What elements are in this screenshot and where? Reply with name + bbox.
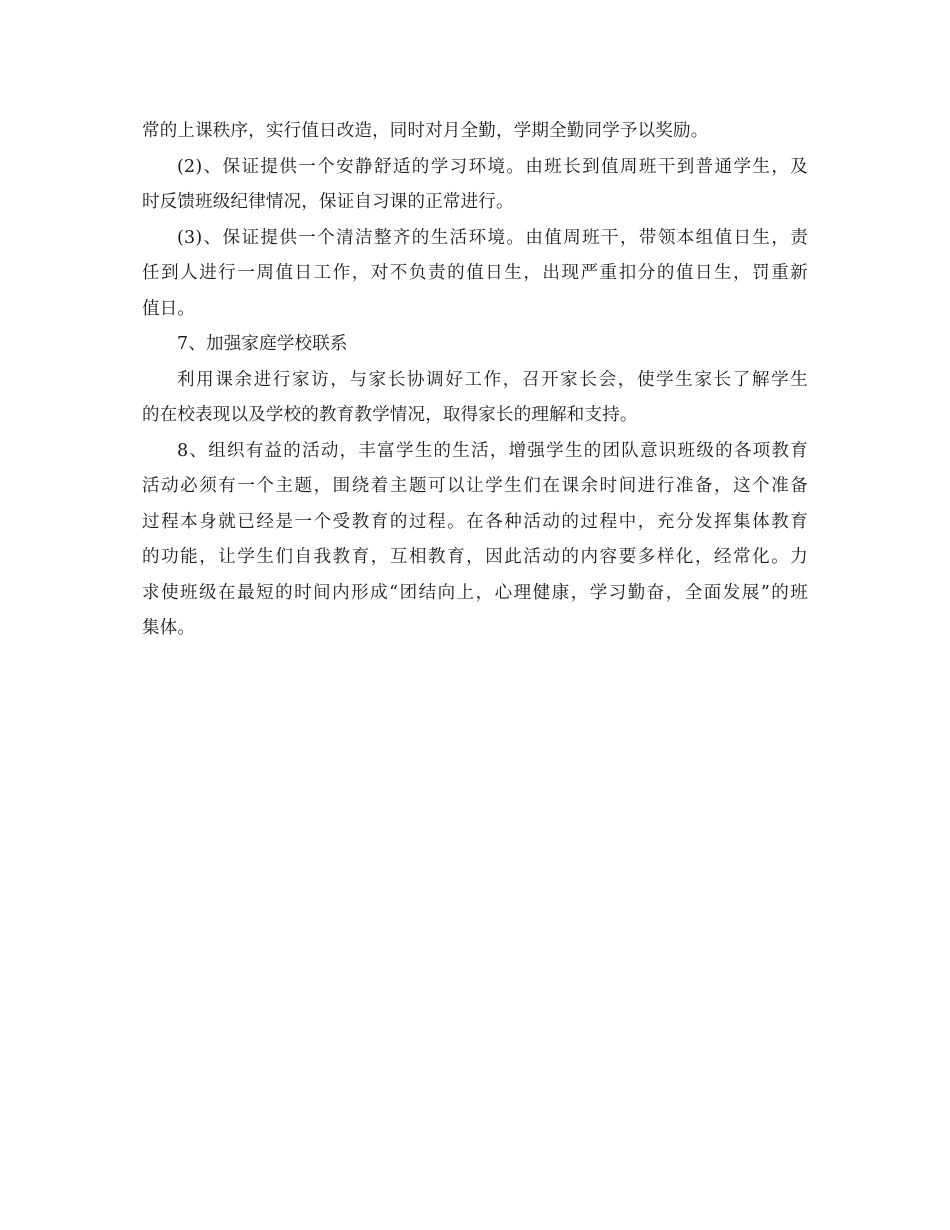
document-body <box>142 114 808 647</box>
text-line: 的在校表现以及学校的教育教学情况，取得家长的理解和支持。 <box>142 405 638 425</box>
text-line: 常的上课秩序，实行值日改造，同时对月全勤，学期全勤同学予以奖励。 <box>142 121 709 141</box>
text-line: 集体。 <box>142 618 196 638</box>
text-line: 的功能，让学生们自我教育，互相教育，因此活动的内容要多样化，经常化。力 <box>142 547 808 567</box>
text-line: 利用课余进行家访，与家长协调好工作，召开家长会，使学生家长了解学生 <box>177 369 808 390</box>
text-line: 值日。 <box>142 298 196 319</box>
text-line: 7、加强家庭学校联系 <box>177 334 348 354</box>
text-line: 任到人进行一周值日工作，对不负责的值日生，出现严重扣分的值日生，罚重新 <box>142 263 808 283</box>
text-line: 活动必须有一个主题，围绕着主题可以让学生们在课余时间进行准备，这个准备 <box>142 476 808 496</box>
text-line: (2)、保证提供一个安静舒适的学习环境。由班长到值周班干到普通学生，及 <box>177 156 808 177</box>
text-line: (3)、保证提供一个清洁整齐的生活环境。由值周班干，带领本组值日生，责 <box>177 227 808 248</box>
text-line: 过程本身就已经是一个受教育的过程。在各种活动的过程中，充分发挥集体教育 <box>142 511 808 532</box>
text-line: 时反馈班级纪律情况，保证自习课的正常进行。 <box>142 192 514 212</box>
text-line: 求使班级在最短的时间内形成“团结向上，心理健康，学习勤奋，全面发展”的班 <box>142 582 808 603</box>
text-line: 8、组织有益的活动，丰富学生的生活，增强学生的团队意识班级的各项教育 <box>177 440 808 461</box>
